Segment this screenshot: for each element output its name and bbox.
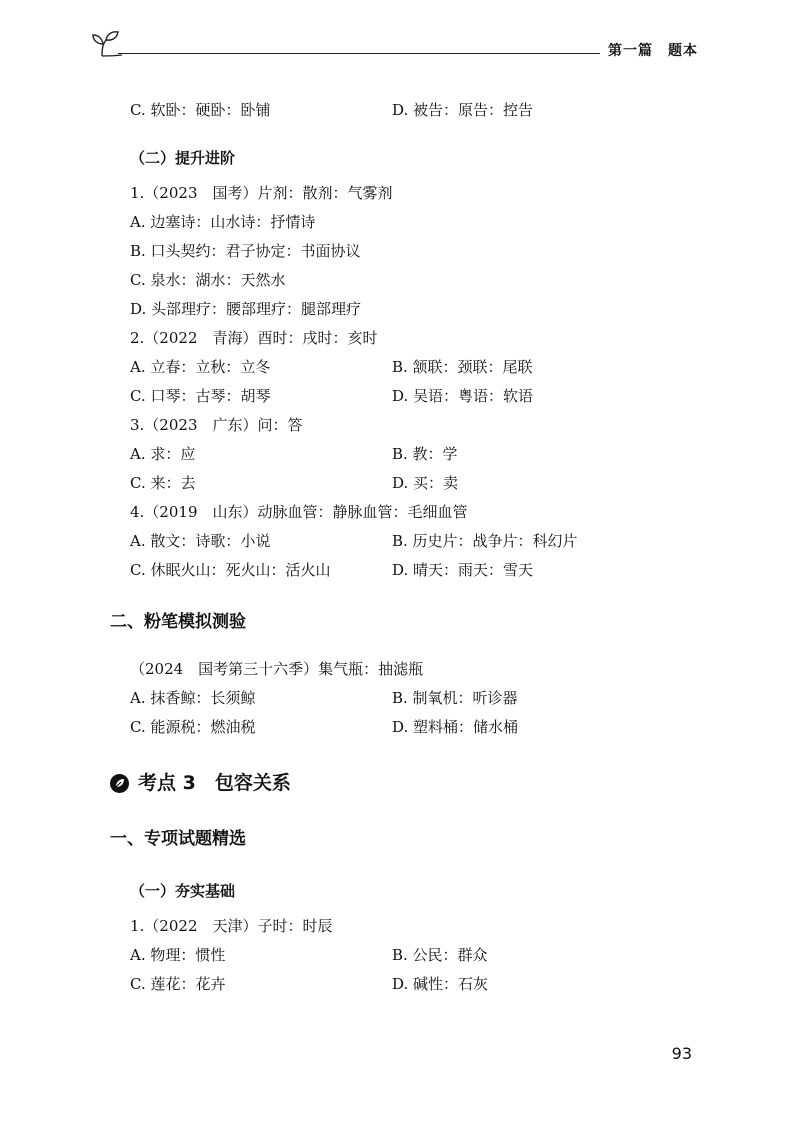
option-d: D. 头部理疗：腰部理疗：腿部理疗: [130, 300, 362, 318]
section-heading-mock-test: 二、粉笔模拟测验: [110, 612, 246, 632]
option-c: C. 莲花：花卉: [130, 975, 226, 993]
options-row: [110, 684, 710, 713]
subheading-basic: （一）夯实基础: [130, 882, 236, 900]
exam-point-label: 考点 3 包容关系: [138, 772, 291, 794]
top-options-row: [110, 96, 710, 125]
option-c: C. 休眠火山：死火山：活火山: [130, 561, 331, 579]
exam-point-heading: [110, 768, 710, 798]
options-row: [110, 527, 710, 556]
option-b: B. 公民：群众: [392, 946, 488, 964]
option-c: C. 来：去: [130, 474, 196, 492]
option-a: A. 立春：立秋：立冬: [130, 358, 271, 376]
page-number: 93: [671, 1044, 692, 1063]
option-b: B. 历史片：战争片：科幻片: [392, 532, 578, 550]
sprout-icon: [88, 28, 122, 58]
option-b: B. 颔联：颈联：尾联: [392, 358, 533, 376]
page-content: [110, 96, 710, 999]
option-b: B. 制氧机：听诊器: [392, 689, 518, 707]
options-row: [110, 970, 710, 999]
option-d: D. 吴语：粤语：软语: [392, 387, 534, 405]
option-b: B. 教：学: [392, 445, 458, 463]
option-a: A. 散文：诗歌：小说: [130, 532, 271, 550]
page-header: [88, 26, 698, 62]
option-d: D. 塑料桶：储水桶: [392, 718, 519, 736]
options-row: [110, 353, 710, 382]
option-d: D. 晴天：雨天：雪天: [392, 561, 534, 579]
option-d: D. 碱性：石灰: [392, 975, 489, 993]
options-row: [110, 440, 710, 469]
header-rule: [118, 53, 600, 54]
question-stem: 4.（2019 山东）动脉血管：静脉血管：毛细血管: [130, 503, 468, 521]
option-a: A. 边塞诗：山水诗：抒情诗: [130, 213, 316, 231]
option-c: C. 软卧：硬卧：卧铺: [130, 101, 271, 119]
option-a: A. 求：应: [130, 445, 196, 463]
question-stem: 2.（2022 青海）酉时：戌时：亥时: [130, 329, 378, 347]
section-heading-selected: 一、专项试题精选: [110, 829, 246, 849]
option-b: B. 口头契约：君子协定：书面协议: [130, 242, 361, 260]
options-row: [110, 382, 710, 411]
question-stem: 1.（2022 天津）子时：时辰: [130, 917, 333, 935]
options-row: [110, 469, 710, 498]
option-a: A. 抹香鲸：长须鲸: [130, 689, 256, 707]
question-stem: 1.（2023 国考）片剂：散剂：气雾剂: [130, 184, 393, 202]
leaf-badge-icon: [110, 774, 129, 793]
question-stem: 3.（2023 广东）问：答: [130, 416, 303, 434]
option-a: A. 物理：惯性: [130, 946, 226, 964]
subheading-advanced: （二）提升进阶: [130, 149, 236, 167]
question-stem: （2024 国考第三十六季）集气瓶：抽滤瓶: [130, 660, 424, 678]
option-d: D. 被告：原告：控告: [392, 101, 534, 119]
header-title: 第一篇 题本: [608, 43, 698, 59]
option-c: C. 能源税：燃油税: [130, 718, 256, 736]
option-d: D. 买：卖: [392, 474, 459, 492]
options-row: [110, 556, 710, 585]
options-row: [110, 941, 710, 970]
options-row: [110, 713, 710, 742]
option-c: C. 口琴：古琴：胡琴: [130, 387, 271, 405]
option-c: C. 泉水：湖水：天然水: [130, 271, 286, 289]
